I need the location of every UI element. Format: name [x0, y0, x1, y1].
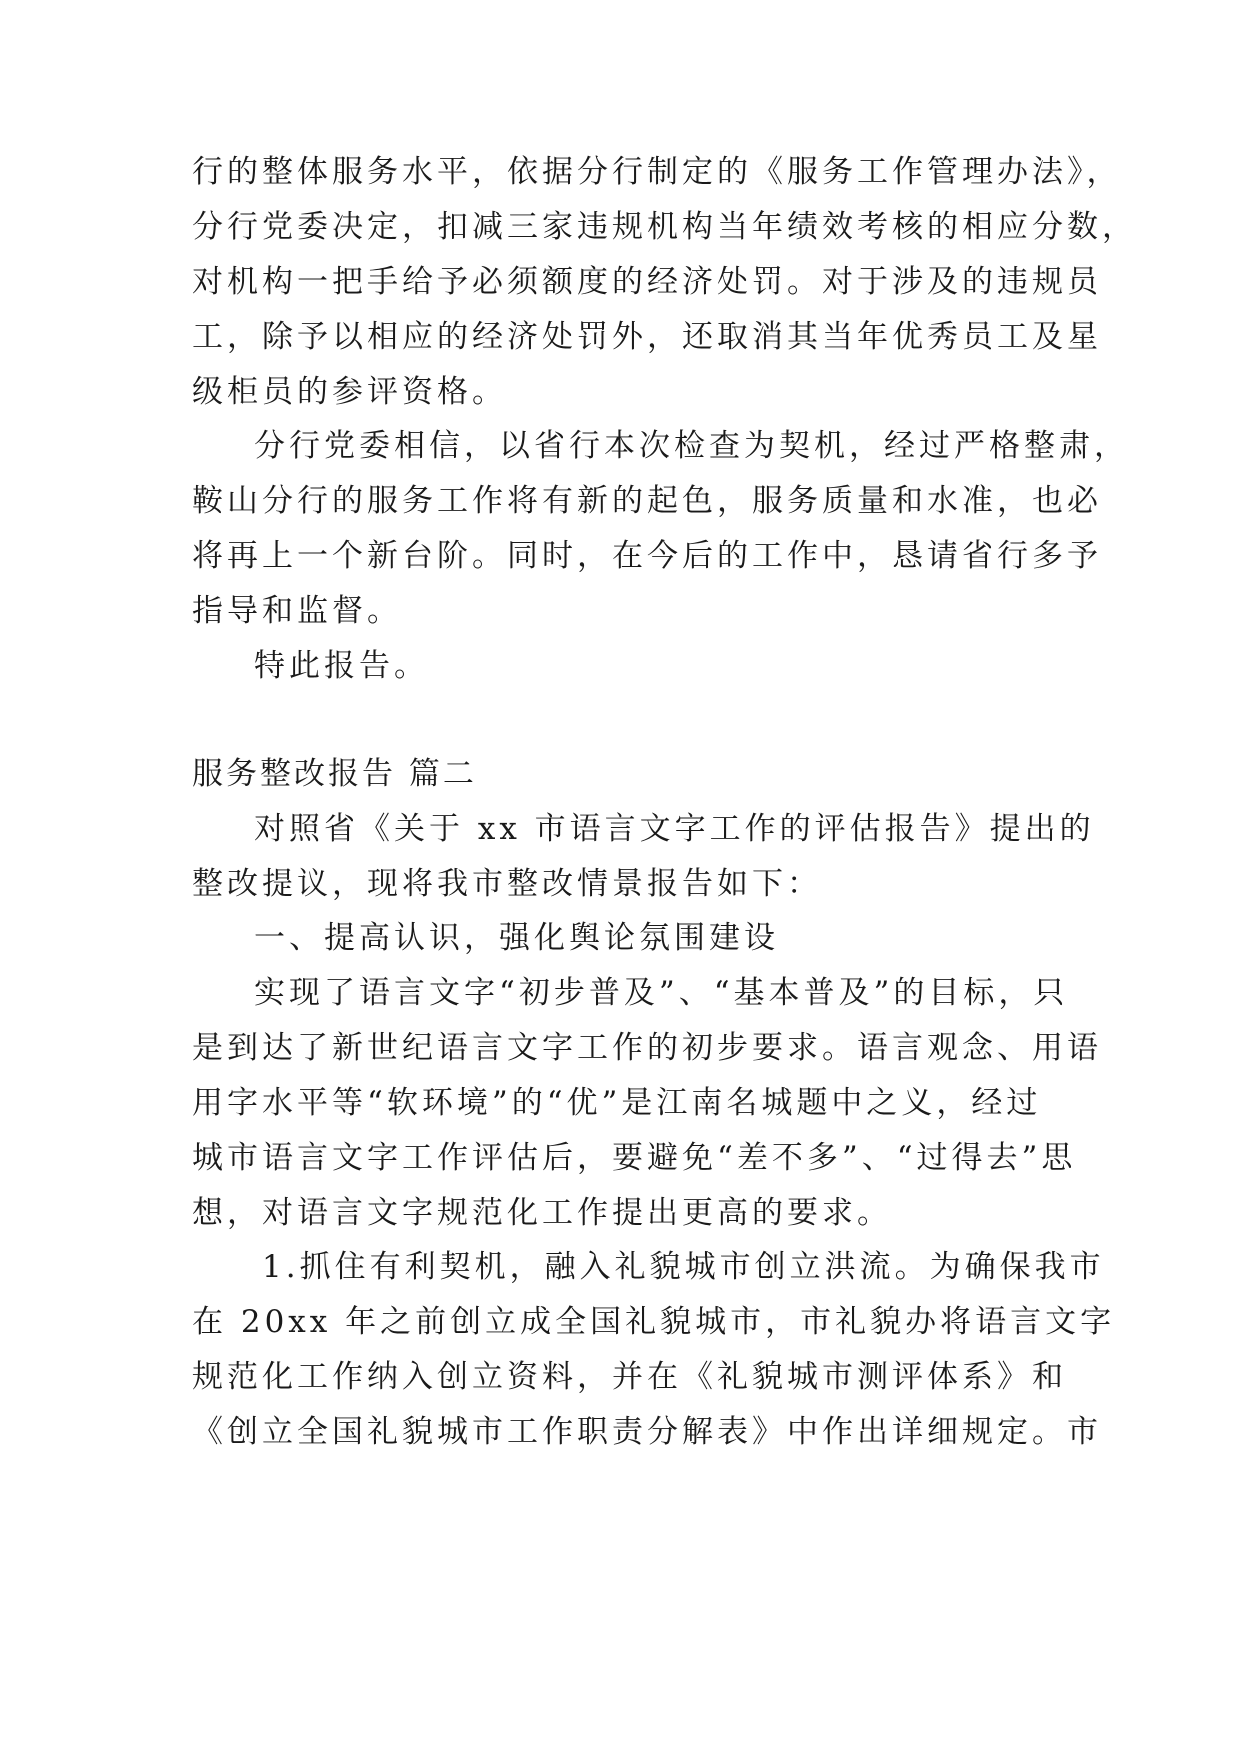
- paragraph-first-line: 对照省《关于 xx 市语言文字工作的评估报告》提出的: [254, 811, 1095, 847]
- text-line: 《创立全国礼貌城市工作职责分解表》中作出详细规定。市: [192, 1414, 1102, 1450]
- text-line: 想，对语言文字规范化工作提出更高的要求。: [192, 1195, 892, 1231]
- text-line: 规范化工作纳入创立资料，并在《礼貌城市测评体系》和: [192, 1359, 1067, 1395]
- text-line: 在 20xx 年之前创立成全国礼貌城市，市礼貌办将语言文字: [192, 1304, 1116, 1340]
- numbered-item-first-line: 1.抓住有利契机，融入礼貌城市创立洪流。为确保我市: [262, 1249, 1105, 1285]
- text-line: 整改提议，现将我市整改情景报告如下：: [192, 866, 822, 902]
- text-line: 指导和监督。: [192, 593, 402, 629]
- text-line: 将再上一个新台阶。同时，在今后的工作中，恳请省行多予: [192, 538, 1102, 574]
- text-line: 是到达了新世纪语言文字工作的初步要求。语言观念、用语: [192, 1030, 1102, 1066]
- closing-line: 特此报告。: [254, 648, 429, 684]
- text-line: 鞍山分行的服务工作将有新的起色，服务质量和水准，也必: [192, 483, 1102, 519]
- text-line: 分行党委决定，扣减三家违规机构当年绩效考核的相应分数，: [192, 209, 1137, 245]
- paragraph-first-line: 分行党委相信，以省行本次检查为契机，经过严格整肃，: [254, 428, 1129, 464]
- section-heading: 服务整改报告 篇二: [192, 756, 477, 792]
- text-line: 城市语言文字工作评估后，要避免“差不多”、“过得去”思: [192, 1140, 1077, 1176]
- subheading: 一、提高认识，强化舆论氛围建设: [254, 920, 779, 956]
- text-line: 用字水平等“软环境”的“优”是江南名城题中之义，经过: [192, 1085, 1042, 1121]
- text-line: 行的整体服务水平，依据分行制定的《服务工作管理办法》，: [192, 154, 1122, 190]
- text-line: 级柜员的参评资格。: [192, 374, 507, 410]
- text-line: 对机构一把手给予必须额度的经济处罚。对于涉及的违规员: [192, 264, 1102, 300]
- text-line: 工，除予以相应的经济处罚外，还取消其当年优秀员工及星: [192, 319, 1102, 355]
- paragraph-first-line: 实现了语言文字“初步普及”、“基本普及”的目标，只: [254, 975, 1069, 1011]
